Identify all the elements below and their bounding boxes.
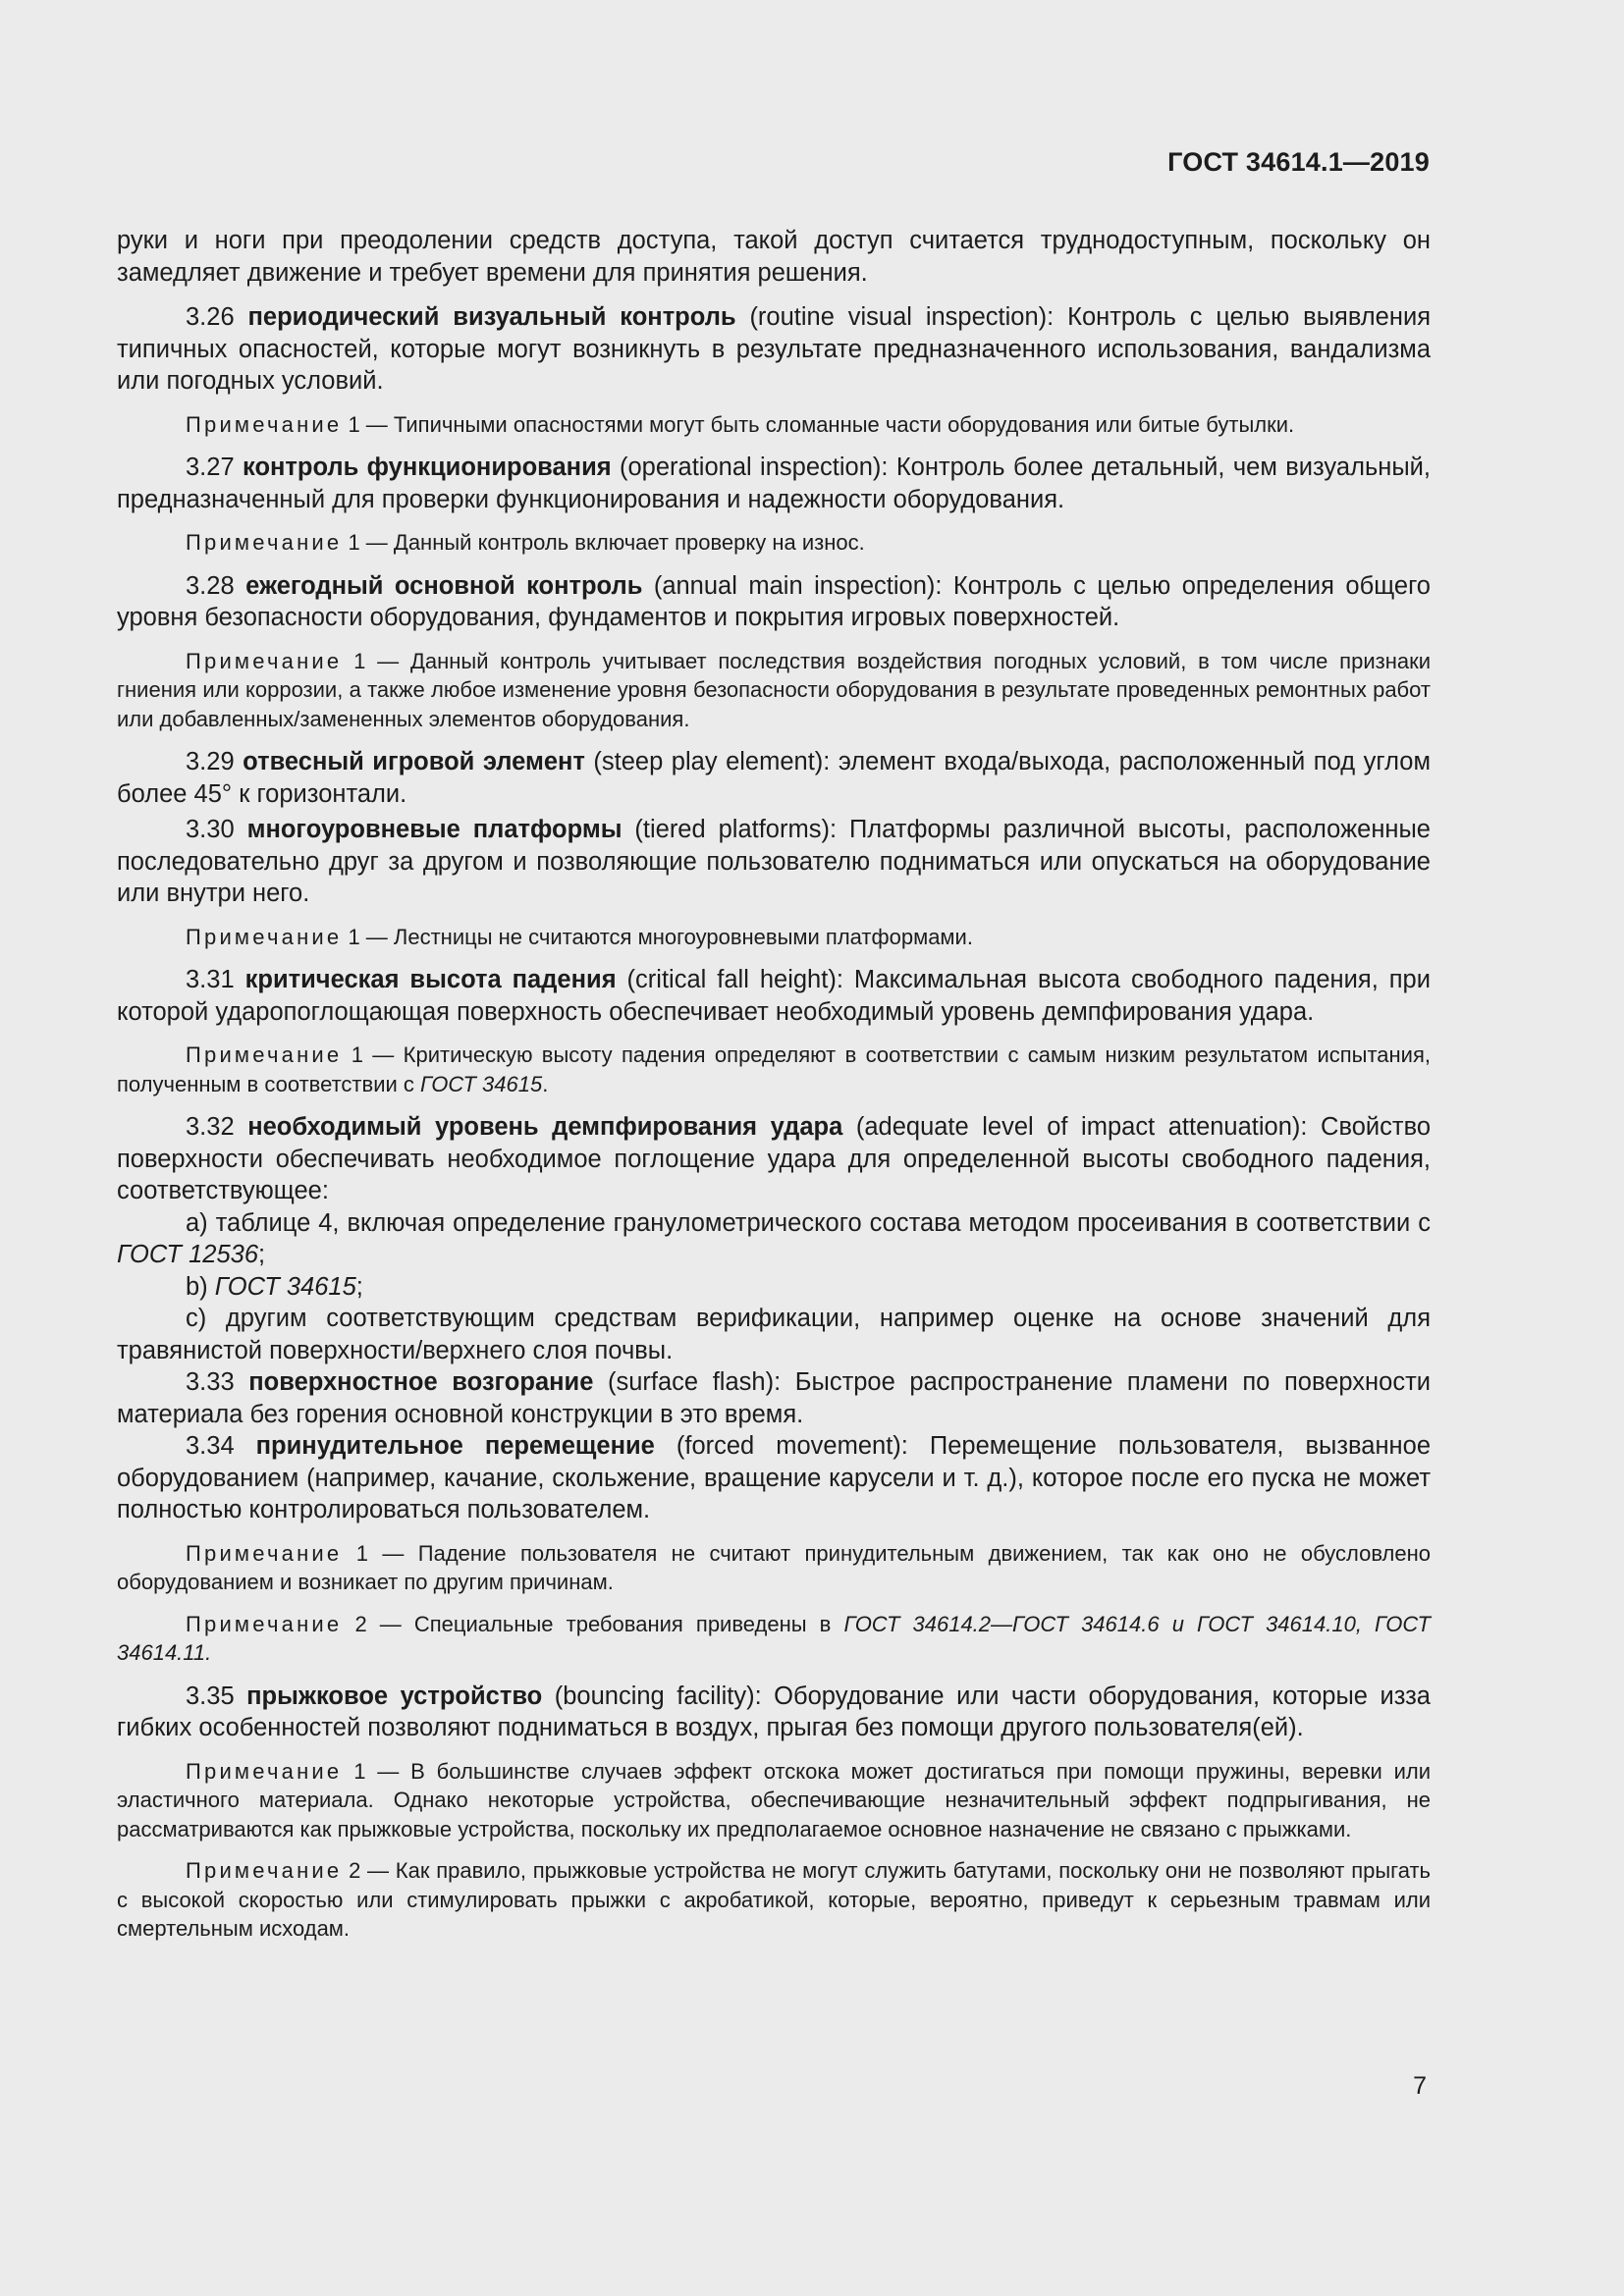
term-title: отвесный игровой элемент [243, 748, 585, 775]
list-item-end: ; [355, 1272, 363, 1301]
term-definition: (adequate level of impact attenuation): Свойство поверхности обеспечивать необходимое поглощение удара для определенной высоты свободного падения, соответствующее: [117, 1113, 1432, 1204]
note-3-27-1 [117, 528, 1431, 558]
term-definition: (bouncing facility): Оборудование или части оборудования, которые изза гибких особенностей позволяют подниматься в воздух, прыгая без помощи другого пользователя(ей). [117, 1682, 1431, 1741]
list-item-c: с) другим соответствующим средствам верификации, например оценке на основе значений для травянистой поверхности/верхнего слоя почвы. [117, 1305, 1431, 1364]
term-3-30 [117, 814, 1431, 910]
term-3-29 [117, 746, 1431, 810]
note-3-34-1 [117, 1539, 1431, 1597]
term-title: ежегодный основной контроль [245, 571, 643, 600]
term-number: 3.27 [186, 454, 235, 481]
note-label: Примечание [186, 1611, 343, 1636]
term-3-34 [117, 1430, 1431, 1526]
term-number: 3.34 [186, 1432, 235, 1460]
standard-reference: ГОСТ 34614.2—ГОСТ 34614.6 и ГОСТ 34614.10, ГОСТ 34614.11. [117, 1611, 1431, 1665]
note-text: 1 — Критическую высоту падения определяют в соответствии с самым низким результатом испытания, полученным в соответствии с [117, 1042, 1431, 1096]
term-definition: (critical fall height): Максимальная высота свободного падения, при которой ударопоглощающая поверхность обеспечивает необходимый уровень демпфирования удара. [117, 966, 1431, 1026]
term-number: 3.31 [186, 966, 235, 993]
term-definition: (operational inspection): Контроль более детальный, чем визуальный, предназначенный для проверки функционирования и надежности оборудования. [117, 454, 1431, 513]
term-definition: (surface flash): Быстрое распространение пламени по поверхности материала без горения основной конструкции в это время. [117, 1368, 1431, 1428]
term-number: 3.33 [186, 1368, 235, 1396]
list-item-label: b) [186, 1272, 215, 1301]
term-number: 3.28 [186, 571, 235, 600]
note-text: 1 — Падение пользователя не считают принудительным движением, так как оно не обусловлено оборудованием и возникает по другим причинам. [117, 1540, 1431, 1594]
note-3-26-1 [117, 410, 1431, 440]
note-label: Примечание [186, 411, 343, 437]
term-3-35 [117, 1681, 1431, 1744]
list-item-b [117, 1271, 1431, 1304]
term-title: многоуровневые платформы [246, 816, 623, 843]
note-label: Примечание [186, 1758, 343, 1784]
term-number: 3.29 [186, 748, 235, 775]
term-definition: (tiered platforms): Платформы различной высоты, расположенные последовательно друг за другом и позволяющие пользователю подниматься или опускаться на оборудование или внутри него. [117, 816, 1431, 907]
document-header: ГОСТ 34614.1—2019 [1167, 147, 1430, 177]
term-number: 3.35 [186, 1682, 235, 1710]
term-3-27 [117, 452, 1431, 515]
term-title: контроль функционирования [243, 454, 612, 481]
note-label: Примечание [186, 1858, 343, 1883]
term-3-32 [117, 1111, 1431, 1207]
term-3-26 [117, 301, 1431, 398]
term-number: 3.32 [186, 1113, 235, 1141]
note-3-28-1 [117, 647, 1431, 734]
term-number: 3.30 [186, 816, 235, 843]
term-title: необходимый уровень демпфирования удара [247, 1113, 843, 1141]
note-3-34-2 [117, 1610, 1431, 1668]
note-3-31-1 [117, 1041, 1431, 1098]
note-text: 2 — Как правило, прыжковые устройства не могут служить батутами, поскольку они не позволяют прыгать с высокой скоростью или стимулировать прыжки с акробатикой, которые, вероятно, приведут к серьезным травмам или смертельным исходам. [117, 1858, 1431, 1941]
list-item-a [117, 1207, 1431, 1271]
term-title: периодический визуальный контроль [247, 303, 736, 331]
note-label: Примечание [186, 648, 343, 673]
term-definition: (forced movement): Перемещение пользователя, вызванное оборудованием (например, качание, скольжение, вращение карусели и т. д.), которое после его пуска не может полностью контролироваться пользователем. [117, 1432, 1431, 1523]
term-definition: (routine visual inspection): Контроль с целью выявления типичных опасностей, которые могут возникнуть в результате предназначенного использования, вандализма или погодных условий. [117, 303, 1431, 395]
note-label: Примечание [186, 530, 343, 555]
note-label: Примечание [186, 1540, 343, 1566]
note-3-30-1 [117, 923, 1431, 952]
note-text: 1 — Данный контроль включает проверку на износ. [342, 530, 865, 555]
term-3-33 [117, 1366, 1431, 1430]
list-item-text: а) таблице 4, включая определение гранулометрического состава методом просеивания в соответствии с [186, 1208, 1431, 1237]
note-text: 1 — Данный контроль учитывает последствия воздействия погодных условий, в том числе признаки гниения или коррозии, а также любое изменение уровня безопасности оборудования в результате проведенных ремонтных работ или добавленных/замененных элементов оборудования. [117, 648, 1431, 731]
standard-reference: ГОСТ 34615 [420, 1071, 543, 1096]
term-title: принудительное перемещение [255, 1432, 655, 1460]
note-3-35-1 [117, 1757, 1431, 1844]
standard-reference: ГОСТ 12536 [117, 1241, 258, 1268]
note-label: Примечание [186, 1042, 343, 1067]
note-label: Примечание [186, 924, 343, 949]
term-definition: (annual main inspection): Контроль с целью определения общего уровня безопасности оборудования, фундаментов и покрытия игровых поверхностей. [117, 571, 1431, 631]
note-end: . [542, 1071, 549, 1096]
term-title: поверхностное возгорание [248, 1368, 594, 1396]
list-item-end: ; [258, 1241, 266, 1268]
document-body [117, 225, 1431, 1944]
term-3-31 [117, 964, 1431, 1028]
intro-paragraph: руки и ноги при преодолении средств доступа, такой доступ считается труднодоступным, поскольку он замедляет движение и требует времени для принятия решения. [117, 227, 1431, 287]
page-number: 7 [1413, 2072, 1427, 2100]
note-text: 2 — Специальные требования приведены в [342, 1611, 844, 1636]
note-text: 1 — В большинстве случаев эффект отскока может достигаться при помощи пружины, веревки или эластичного материала. Однако некоторые устройства, обеспечивающие незначительный эффект подпрыгивания, не рассматриваются как прыжковые устройства, поскольку их предполагаемое основное назначение не связано с прыжками. [117, 1758, 1431, 1842]
term-number: 3.26 [186, 303, 235, 331]
term-title: критическая высота падения [244, 966, 617, 993]
note-3-35-2 [117, 1856, 1431, 1944]
standard-reference: ГОСТ 34615 [214, 1272, 356, 1301]
note-text: 1 — Лестницы не считаются многоуровневыми платформами. [342, 924, 973, 949]
term-title: прыжковое устройство [246, 1682, 543, 1710]
term-definition: (steep play element): элемент входа/выхода, расположенный под углом более 45° к горизонтали. [117, 748, 1431, 808]
term-3-28 [117, 570, 1431, 634]
note-text: 1 — Типичными опасностями могут быть сломанные части оборудования или битые бутылки. [342, 411, 1295, 437]
